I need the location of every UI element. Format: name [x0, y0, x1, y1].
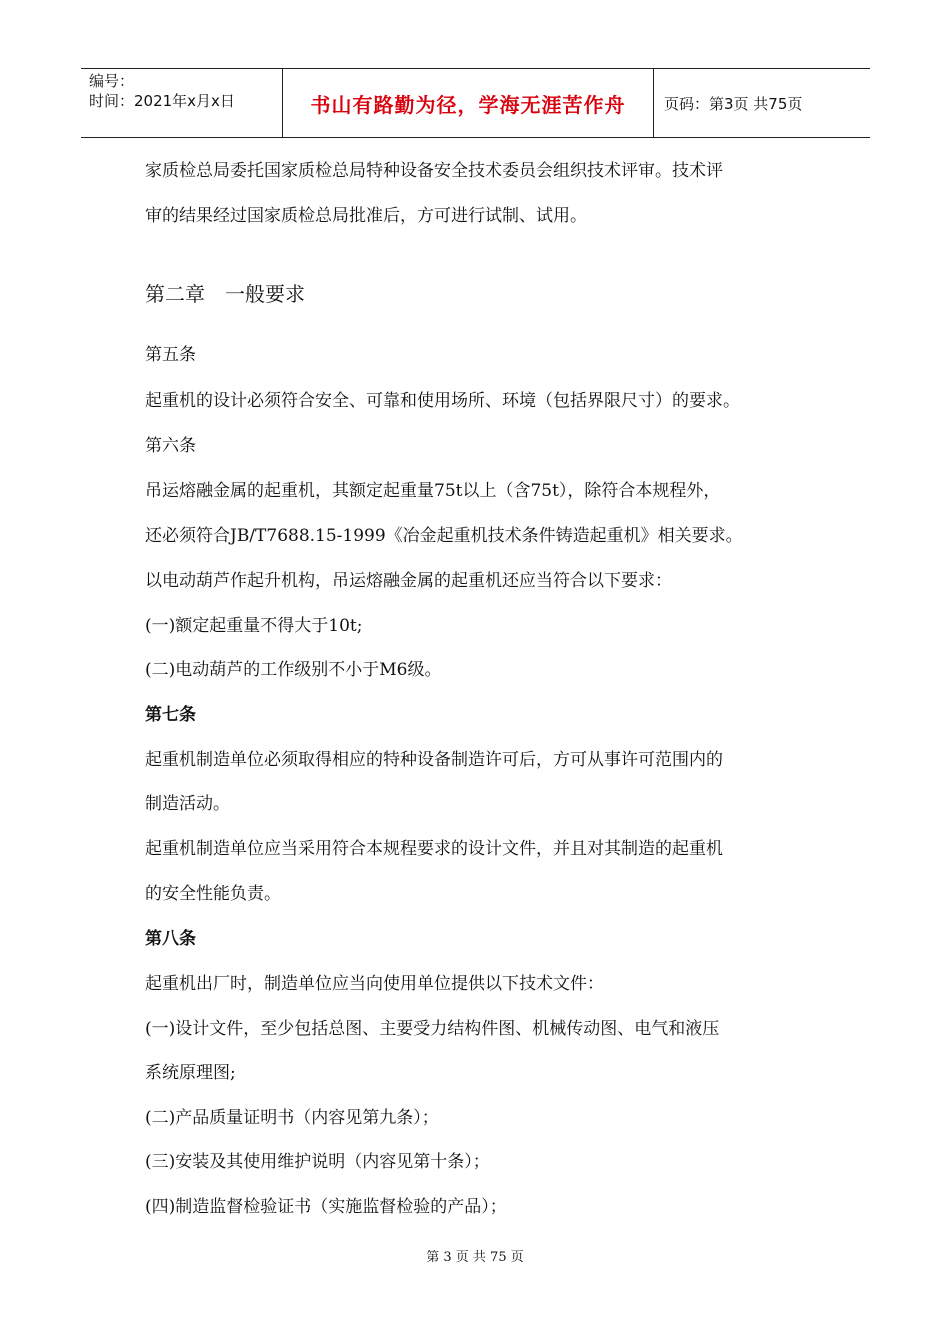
header-page-label: 页码：第3页 共75页: [664, 94, 803, 113]
article-heading-6: 第六条: [145, 436, 196, 456]
article-heading-7: 第七条: [145, 705, 196, 725]
page-header: [81, 68, 870, 138]
paragraph-line: 起重机制造单位应当采用符合本规程要求的设计文件，并且对其制造的起重机: [145, 839, 723, 859]
list-item: (二)电动葫芦的工作级别不小于M6级。: [145, 660, 442, 680]
article-heading-5: 第五条: [145, 345, 196, 365]
paragraph-line: 的安全性能负责。: [145, 884, 281, 904]
chapter-heading: 第二章 一般要求: [145, 282, 305, 306]
header-motto: 书山有路勤为径，学海无涯苦作舟: [310, 92, 626, 117]
time-label: 时间：2021年x月x日: [89, 92, 235, 110]
list-item: (三)安装及其使用维护说明（内容见第十条）；: [145, 1152, 490, 1172]
paragraph-line: 还必须符合JB/T7688.15-1999《冶金起重机技术条件铸造起重机》相关要求。: [145, 526, 743, 546]
page-footer: 第 3 页 共 75 页: [426, 1250, 524, 1265]
header-page-cell: [654, 69, 870, 137]
list-item: (四)制造监督检验证书（实施监督检验的产品）；: [145, 1197, 507, 1217]
header-meta: [81, 69, 282, 137]
paragraph-line: 家质检总局委托国家质检总局特种设备安全技术委员会组织技术评审。技术评: [145, 161, 723, 181]
paragraph-line: 制造活动。: [145, 794, 230, 814]
paragraph-line: 审的结果经过国家质检总局批准后，方可进行试制、试用。: [145, 206, 587, 226]
header-motto-cell: [282, 69, 654, 137]
list-item: (一)设计文件，至少包括总图、主要受力结构件图、机械传动图、电气和液压: [145, 1019, 720, 1039]
article-heading-8: 第八条: [145, 929, 196, 949]
paragraph-line: 起重机的设计必须符合安全、可靠和使用场所、环境（包括界限尺寸）的要求。: [145, 391, 740, 411]
paragraph-line: 系统原理图;: [145, 1063, 236, 1083]
list-item: (一)额定起重量不得大于10t;: [145, 616, 363, 636]
paragraph-line: 起重机制造单位必须取得相应的特种设备制造许可后，方可从事许可范围内的: [145, 750, 723, 770]
number-label: 编号：: [89, 72, 135, 90]
paragraph-line: 吊运熔融金属的起重机，其额定起重量75t以上（含75t），除符合本规程外，: [145, 481, 721, 501]
paragraph-line: 起重机出厂时，制造单位应当向使用单位提供以下技术文件：: [145, 974, 604, 994]
paragraph-line: 以电动葫芦作起升机构，吊运熔融金属的起重机还应当符合以下要求：: [145, 571, 672, 591]
list-item: (二)产品质量证明书（内容见第九条）；: [145, 1108, 439, 1128]
